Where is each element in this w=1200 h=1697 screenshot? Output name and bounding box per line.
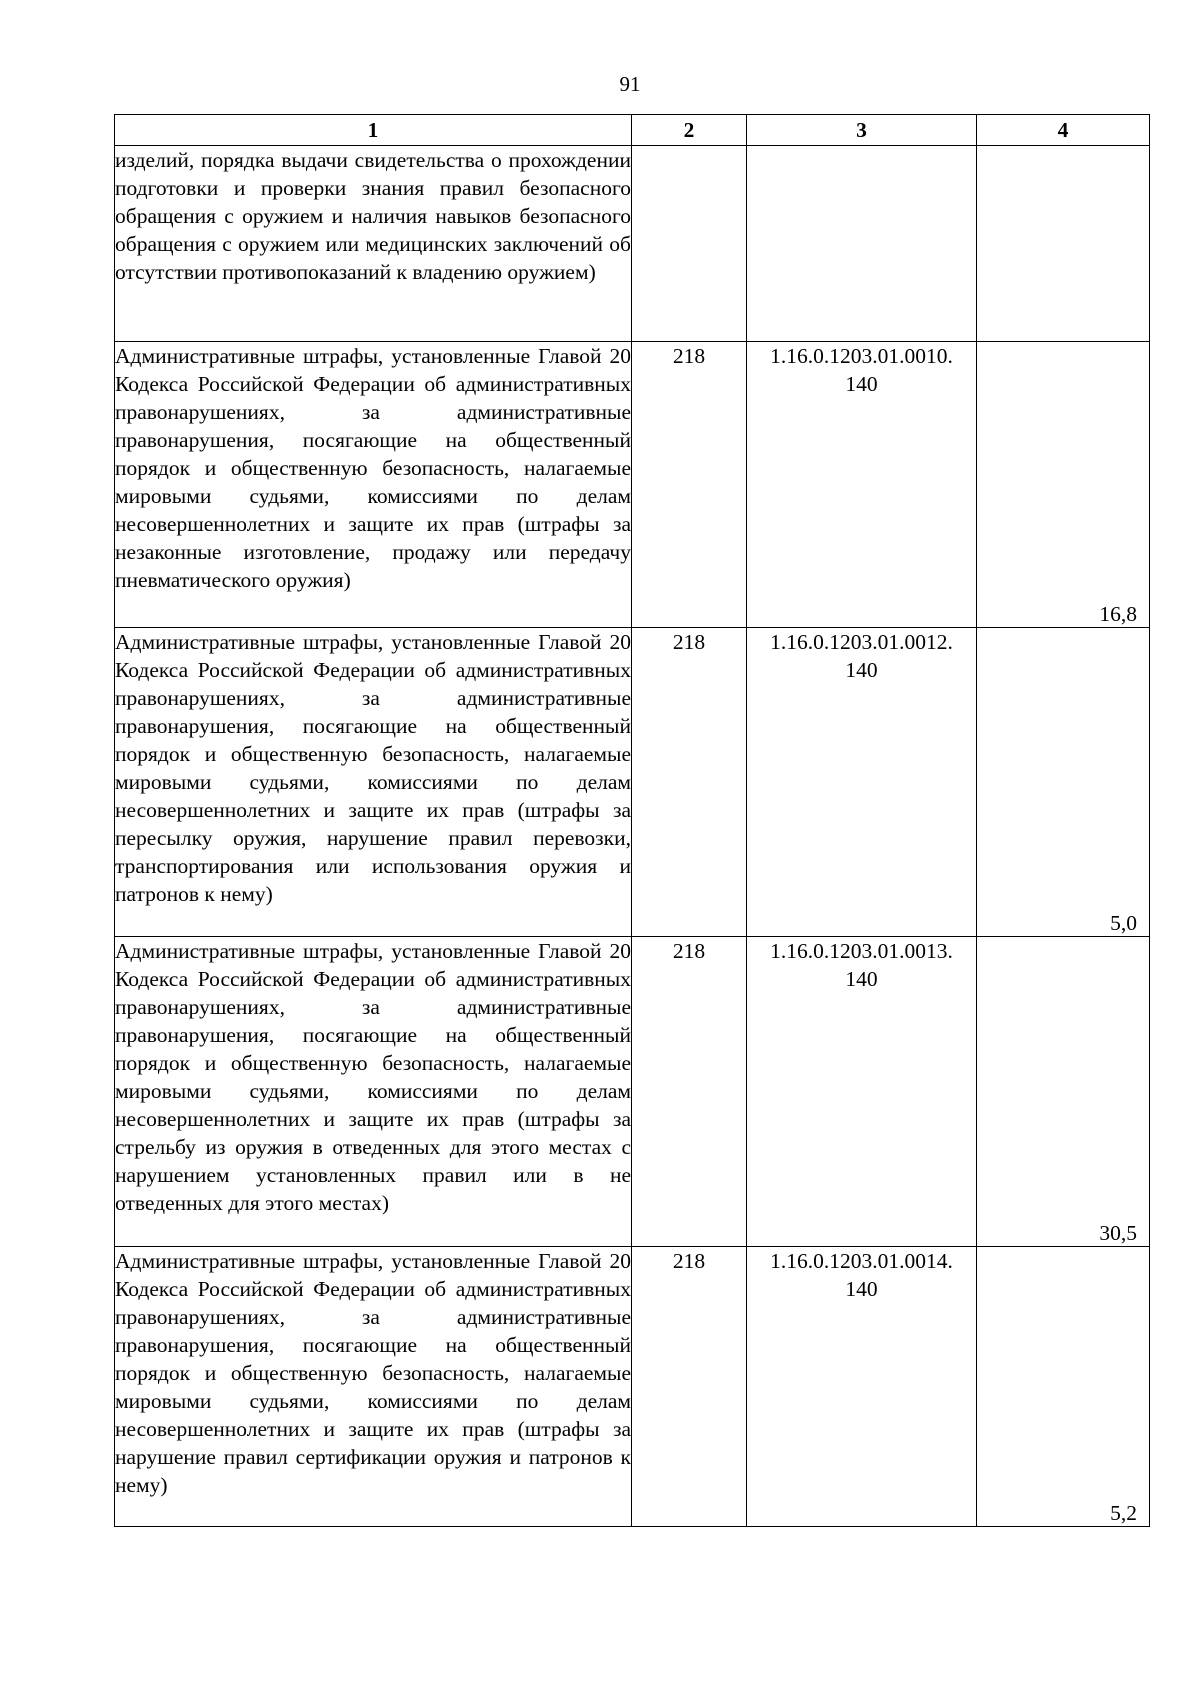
- row-budget-code: [747, 146, 977, 342]
- header-col-3: 3: [747, 115, 977, 146]
- table-row: [115, 1247, 1150, 1527]
- row-description: изделий, порядка выдачи свидетельства о прохождении подготовки и проверки знания правил безопасного обращения с оружием и наличия навыков безопасного обращения с оружием или медицинских заключений об отсутствии противопоказаний к владению оружием): [115, 146, 632, 342]
- row-amount: 30,5: [1099, 1221, 1137, 1245]
- row-admin-code: 218: [632, 937, 747, 1247]
- header-col-1: 1: [115, 115, 632, 146]
- row-amount-cell: [977, 628, 1150, 937]
- row-admin-code: [632, 146, 747, 342]
- table-row: [115, 146, 1150, 342]
- row-amount-cell: [977, 937, 1150, 1247]
- table-row: [115, 342, 1150, 628]
- table-row: [115, 628, 1150, 937]
- row-description: Административные штрафы, установленные Главой 20 Кодекса Российской Федерации об административных правонарушениях, за административные правонарушения, посягающие на общественный порядок и общественную безопасность, налагаемые мировыми судьями, комиссиями по делам несовершеннолетних и защите их прав (штрафы за пересылку оружия, нарушение правил перевозки, транспортирования или использования оружия и патронов к нему): [115, 628, 632, 937]
- row-budget-code: 1.16.0.1203.01.0013. 140: [747, 937, 977, 1247]
- budget-table: [114, 114, 1150, 1527]
- row-description: Административные штрафы, установленные Главой 20 Кодекса Российской Федерации об административных правонарушениях, за административные правонарушения, посягающие на общественный порядок и общественную безопасность, налагаемые мировыми судьями, комиссиями по делам несовершеннолетних и защите их прав (штрафы за стрельбу из оружия в отведенных для этого местах с нарушением установленных правил или в не отведенных для этого местах): [115, 937, 632, 1247]
- row-description: Административные штрафы, установленные Главой 20 Кодекса Российской Федерации об административных правонарушениях, за административные правонарушения, посягающие на общественный порядок и общественную безопасность, налагаемые мировыми судьями, комиссиями по делам несовершеннолетних и защите их прав (штрафы за незаконные изготовление, продажу или передачу пневматического оружия): [115, 342, 632, 628]
- row-admin-code: 218: [632, 628, 747, 937]
- page-number: 91: [619, 72, 641, 96]
- row-amount-cell: [977, 342, 1150, 628]
- row-admin-code: 218: [632, 342, 747, 628]
- row-budget-code: 1.16.0.1203.01.0010. 140: [747, 342, 977, 628]
- header-col-2: 2: [632, 115, 747, 146]
- row-amount: 5,2: [1110, 1501, 1137, 1525]
- row-amount: 5,0: [1110, 911, 1137, 935]
- header-col-4: 4: [977, 115, 1150, 146]
- table-header-row: [115, 115, 1150, 146]
- row-budget-code: 1.16.0.1203.01.0014. 140: [747, 1247, 977, 1527]
- row-amount-cell: [977, 146, 1150, 342]
- row-amount: 16,8: [1099, 602, 1137, 626]
- row-description: Административные штрафы, установленные Главой 20 Кодекса Российской Федерации об административных правонарушениях, за административные правонарушения, посягающие на общественный порядок и общественную безопасность, налагаемые мировыми судьями, комиссиями по делам несовершеннолетних и защите их прав (штрафы за нарушение правил сертификации оружия и патронов к нему): [115, 1247, 632, 1527]
- table-row: [115, 937, 1150, 1247]
- row-amount-cell: [977, 1247, 1150, 1527]
- row-budget-code: 1.16.0.1203.01.0012. 140: [747, 628, 977, 937]
- row-admin-code: 218: [632, 1247, 747, 1527]
